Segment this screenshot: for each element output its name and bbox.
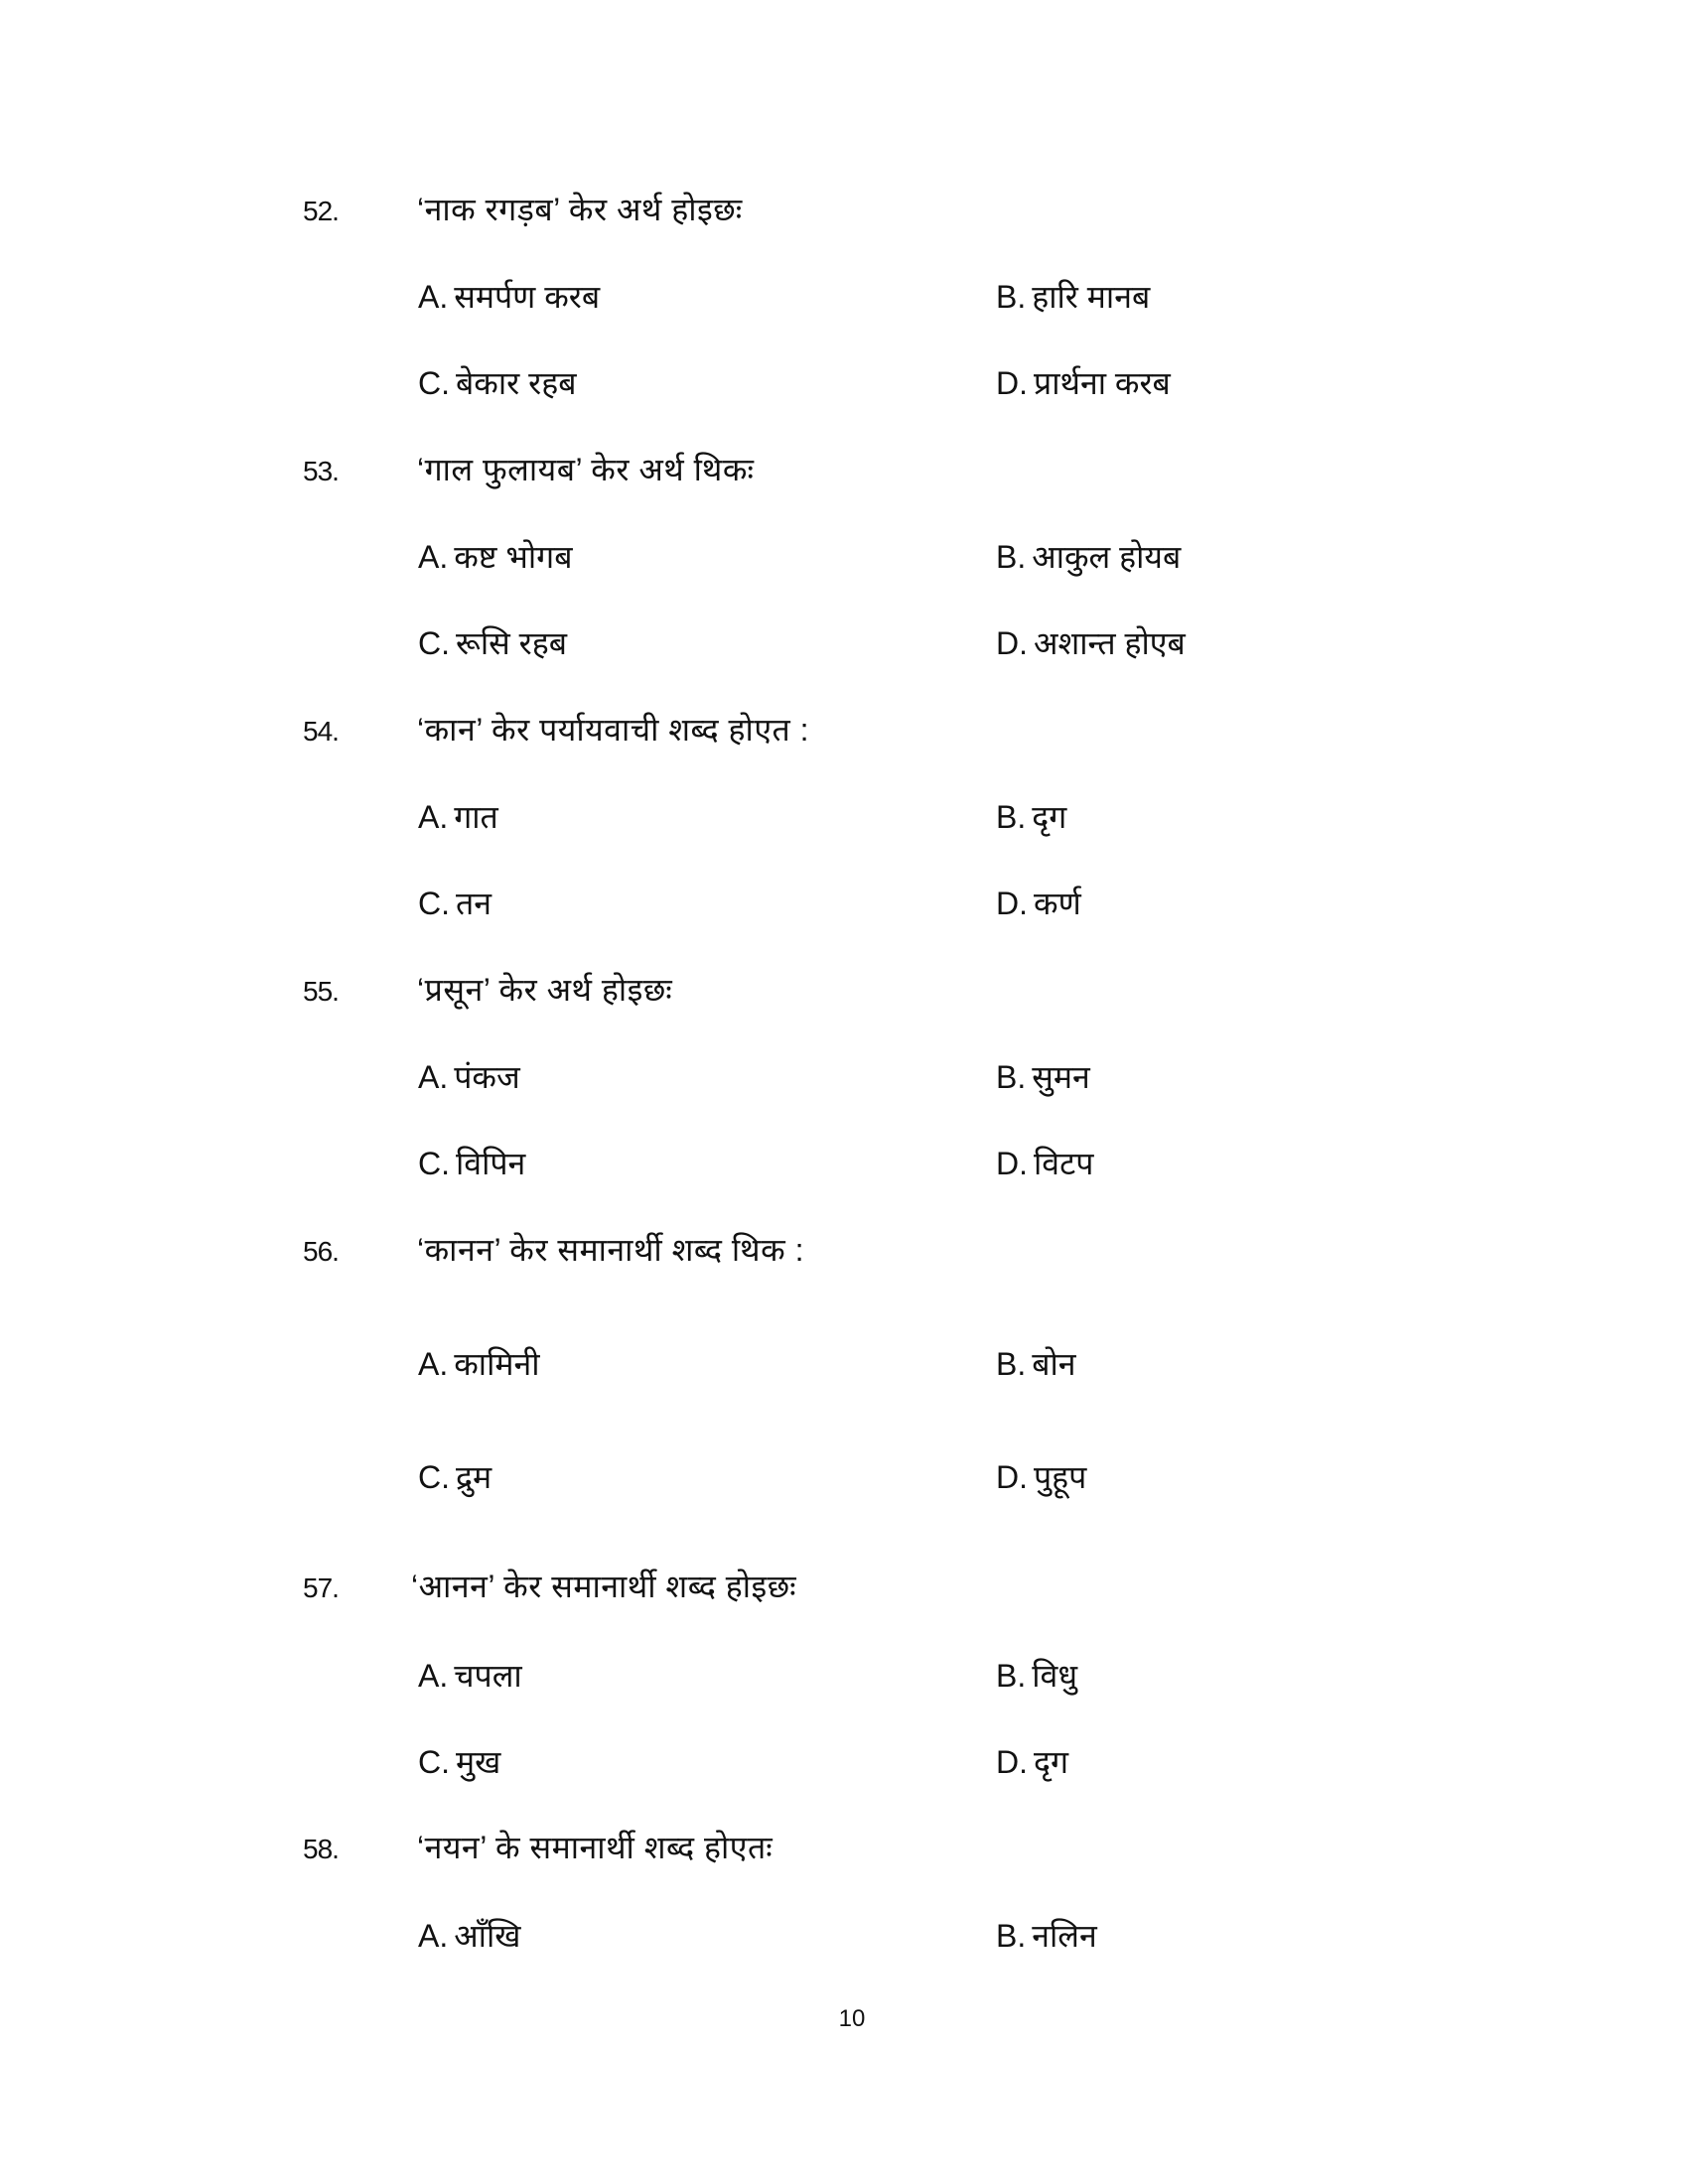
option-label: A.: [418, 1346, 449, 1382]
option-d[interactable]: [996, 1461, 1086, 1493]
question-text: ‘प्रसून’ केर अर्थ होइछः: [417, 972, 673, 1008]
question-text: ‘आनन’ केर समानार्थी शब्द होइछः: [411, 1569, 797, 1604]
option-c[interactable]: [418, 367, 576, 399]
option-label: A.: [418, 1059, 449, 1095]
option-c[interactable]: [418, 1746, 500, 1778]
option-label: A.: [418, 1918, 449, 1954]
option-label: D.: [996, 625, 1028, 661]
question-number: 53.: [303, 456, 339, 486]
option-label: A.: [418, 279, 449, 315]
option-text: पुहूप: [1034, 1459, 1087, 1495]
option-label: B.: [996, 799, 1027, 835]
option-b[interactable]: [996, 1348, 1076, 1380]
option-label: D.: [996, 1744, 1028, 1780]
option-label: C.: [418, 886, 450, 921]
option-d[interactable]: [996, 627, 1186, 659]
question-text: ‘गाल फुलायब’ केर अर्थ थिकः: [417, 452, 755, 487]
option-text: विधु: [1032, 1658, 1077, 1694]
question-number: 55.: [303, 976, 339, 1007]
option-text: कामिनी: [454, 1346, 540, 1382]
option-text: समर्पण करब: [454, 279, 601, 315]
option-c[interactable]: [418, 627, 567, 659]
option-label: A.: [418, 539, 449, 575]
option-a[interactable]: [418, 541, 572, 573]
option-a[interactable]: [418, 1348, 540, 1380]
question-text: ‘नयन’ के समानार्थी शब्द होएतः: [417, 1830, 774, 1865]
option-label: C.: [418, 625, 450, 661]
option-text: विटप: [1034, 1146, 1094, 1181]
option-label: B.: [996, 279, 1027, 315]
option-a[interactable]: [418, 801, 498, 833]
question-number: 52.: [303, 196, 339, 226]
option-d[interactable]: [996, 887, 1081, 919]
option-b[interactable]: [996, 281, 1150, 313]
option-label: D.: [996, 365, 1028, 401]
option-label: D.: [996, 1459, 1028, 1495]
question-number: 57.: [303, 1572, 339, 1603]
option-text: आकुल होयब: [1032, 539, 1182, 575]
page-number: 10: [838, 2005, 866, 2032]
question-text: ‘कान’ केर पर्यायवाची शब्द होएत :: [417, 712, 810, 748]
option-d[interactable]: [996, 1746, 1068, 1778]
option-label: C.: [418, 1459, 450, 1495]
option-label: A.: [418, 799, 449, 835]
option-c[interactable]: [418, 1148, 525, 1179]
option-text: तन: [456, 886, 492, 921]
option-b[interactable]: [996, 801, 1066, 833]
option-text: बोन: [1032, 1346, 1076, 1382]
option-text: दृग: [1032, 799, 1067, 835]
option-text: द्रुम: [456, 1459, 492, 1495]
option-a[interactable]: [418, 1061, 520, 1093]
option-label: D.: [996, 886, 1028, 921]
option-label: B.: [996, 1346, 1027, 1382]
option-b[interactable]: [996, 1660, 1077, 1692]
option-label: B.: [996, 539, 1027, 575]
question-text: ‘कानन’ केर समानार्थी शब्द थिक :: [417, 1232, 804, 1268]
option-b[interactable]: [996, 541, 1181, 573]
option-a[interactable]: [418, 281, 600, 313]
question-number: 58.: [303, 1834, 339, 1864]
option-text: विपिन: [456, 1146, 526, 1181]
option-text: बेकार रहब: [456, 365, 577, 401]
option-label: B.: [996, 1059, 1027, 1095]
option-label: C.: [418, 365, 450, 401]
option-label: C.: [418, 1744, 450, 1780]
option-c[interactable]: [418, 1461, 492, 1493]
option-label: D.: [996, 1146, 1028, 1181]
option-label: A.: [418, 1658, 449, 1694]
option-text: दृग: [1034, 1744, 1069, 1780]
option-text: गात: [454, 799, 498, 835]
question-text: ‘नाक रगड़ब’ केर अर्थ होइछः: [417, 192, 743, 227]
option-label: B.: [996, 1918, 1027, 1954]
option-text: चपला: [454, 1658, 522, 1694]
option-b[interactable]: [996, 1061, 1090, 1093]
option-c[interactable]: [418, 887, 492, 919]
option-a[interactable]: [418, 1660, 522, 1692]
option-text: पंकज: [454, 1059, 520, 1095]
option-label: C.: [418, 1146, 450, 1181]
question-number: 56.: [303, 1236, 339, 1267]
option-d[interactable]: [996, 367, 1171, 399]
option-text: सुमन: [1032, 1059, 1090, 1095]
option-label: B.: [996, 1658, 1027, 1694]
option-text: आँखि: [454, 1918, 521, 1954]
option-text: नलिन: [1032, 1918, 1097, 1954]
option-text: प्रार्थना करब: [1034, 365, 1171, 401]
option-text: रूसि रहब: [456, 625, 568, 661]
option-text: अशान्त होएब: [1034, 625, 1186, 661]
option-text: कष्ट भोगब: [454, 539, 573, 575]
option-a[interactable]: [418, 1920, 520, 1952]
question-number: 54.: [303, 716, 339, 747]
option-text: मुख: [456, 1744, 501, 1780]
option-text: हारि मानब: [1032, 279, 1151, 315]
option-d[interactable]: [996, 1148, 1093, 1179]
option-text: कर्ण: [1034, 886, 1081, 921]
option-b[interactable]: [996, 1920, 1097, 1952]
